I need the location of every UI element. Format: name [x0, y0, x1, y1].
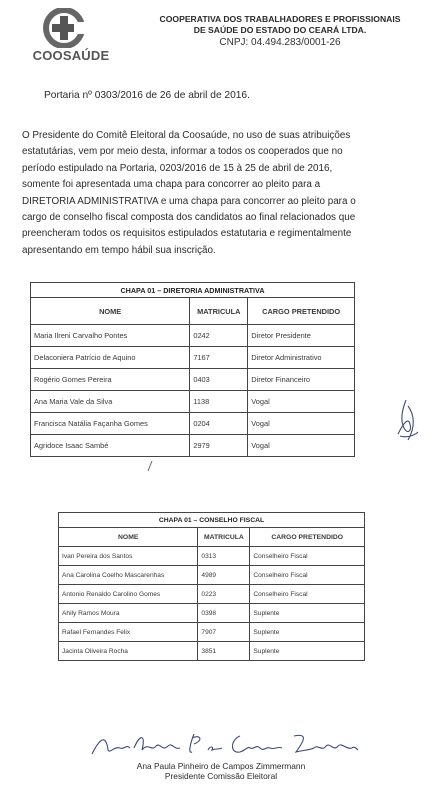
- org-name-line2: DE SAÚDE DO ESTADO DO CEARÁ LTDA.: [193, 25, 367, 35]
- conselho-fiscal-table: [58, 512, 365, 661]
- pen-tick-mark: [145, 460, 155, 472]
- cell-nome: Ana Carolina Coelho Mascarenhas: [59, 566, 198, 585]
- cell-matricula: 0242: [190, 325, 248, 347]
- cell-matricula: 0313: [198, 547, 250, 566]
- body-line: período estipulado na Portaria, 0203/2016 de 15 à 25 de abril de 2016,: [22, 162, 333, 174]
- table-row: [59, 623, 365, 642]
- cell-cargo: Conselheiro Fiscal: [250, 547, 365, 566]
- body-line: preencheram todos os requisitos estipulados estatutaria e regimentalmente: [22, 228, 352, 240]
- cell-nome: Antonio Renaldo Carolino Gomes: [59, 585, 198, 604]
- cell-matricula: 0403: [190, 369, 248, 391]
- table-row: [59, 642, 365, 661]
- table-row: [31, 325, 355, 347]
- cell-matricula: 1138: [190, 391, 248, 413]
- table-caption: CHAPA 01 – DIRETORIA ADMINISTRATIVA: [31, 283, 355, 298]
- cell-cargo: Diretor Financeiro: [248, 369, 355, 391]
- org-name-line1: COOPERATIVA DOS TRABALHADORES E PROFISSIONAIS: [159, 14, 401, 24]
- body-line: O Presidente do Comitê Eleitoral da Coosaúde, no uso de suas atribuições: [22, 130, 351, 141]
- cell-cargo: Suplente: [250, 623, 365, 642]
- signatory-name: Ana Paula Pinheiro de Campos Zimmermann: [136, 761, 306, 771]
- signatory-title: Presidente Comissão Eleitoral: [164, 771, 278, 781]
- cell-matricula: 0398: [198, 604, 250, 623]
- cell-nome: Ana Maria Vale da Silva: [31, 391, 190, 413]
- table-row: [31, 391, 355, 413]
- col-header-cargo: CARGO PRETENDIDO: [250, 528, 365, 547]
- body-line: estatutárias, vem por meio desta, informar a todos os cooperados que no: [22, 146, 343, 158]
- cell-matricula: 4989: [198, 566, 250, 585]
- cell-matricula: 2979: [190, 435, 248, 457]
- cell-cargo: Vogal: [248, 391, 355, 413]
- col-header-nome: NOME: [59, 528, 198, 547]
- logo-cross-icon: [42, 8, 88, 48]
- handwritten-signature: [90, 728, 360, 758]
- body-line: DIRETORIA ADMINISTRATIVA e uma chapa para concorrer ao pleito para o: [22, 195, 356, 207]
- diretoria-table: [30, 282, 355, 457]
- cell-nome: Delaconiera Patrício de Aquino: [31, 347, 190, 369]
- table-row: [31, 435, 355, 457]
- cell-nome: Francisca Natália Façanha Gomes: [31, 413, 190, 435]
- cell-cargo: Vogal: [248, 413, 355, 435]
- portaria-title: Portaria nº 0303/2016 de 26 de abril de 2016.: [44, 90, 250, 101]
- cell-cargo: Vogal: [248, 435, 355, 457]
- cell-matricula: 7167: [190, 347, 248, 369]
- handwritten-initials: [392, 396, 422, 446]
- table-row: [59, 566, 365, 585]
- cell-matricula: 3851: [198, 642, 250, 661]
- cell-nome: Maria Ilreni Carvalho Pontes: [31, 325, 190, 347]
- table-row: [59, 604, 365, 623]
- table-row: [31, 413, 355, 435]
- col-header-matricula: MATRICULA: [190, 298, 248, 325]
- cell-nome: Ahily Ramos Moura: [59, 604, 198, 623]
- org-cnpj: CNPJ: 04.494.283/0001-26: [219, 37, 341, 48]
- cell-nome: Ivan Pereira dos Santos: [59, 547, 198, 566]
- col-header-cargo: CARGO PRETENDIDO: [248, 298, 355, 325]
- cell-cargo: Suplente: [250, 642, 365, 661]
- cell-cargo: Conselheiro Fiscal: [250, 585, 365, 604]
- table-row: [31, 347, 355, 369]
- body-line: cargo de conselho fiscal composta dos candidatos ao final relacionados que: [22, 212, 356, 224]
- table-row: [31, 369, 355, 391]
- col-header-nome: NOME: [31, 298, 190, 325]
- cell-cargo: Conselheiro Fiscal: [250, 566, 365, 585]
- cell-cargo: Suplente: [250, 604, 365, 623]
- coosaude-logo: [30, 8, 110, 68]
- signatory-block: [0, 761, 442, 781]
- organization-header: [130, 14, 430, 50]
- cell-nome: Jacinta Oliveira Rocha: [59, 642, 198, 661]
- cell-matricula: 0204: [190, 413, 248, 435]
- cell-matricula: 0223: [198, 585, 250, 604]
- cell-nome: Agridoce Isaac Sambé: [31, 435, 190, 457]
- logo-text: COOSAÚDE: [32, 48, 110, 63]
- body-line: somente foi apresentada uma chapa para concorrer ao pleito para a: [22, 179, 321, 191]
- cell-cargo: Diretor Administrativo: [248, 347, 355, 369]
- body-line: apresentando em tempo hábil sua inscrição.: [22, 244, 216, 256]
- col-header-matricula: MATRICULA: [198, 528, 250, 547]
- table-row: [59, 585, 365, 604]
- cell-cargo: Diretor Presidente: [248, 325, 355, 347]
- table-caption: CHAPA 01 – CONSELHO FISCAL: [59, 513, 365, 528]
- cell-nome: Rogério Gomes Pereira: [31, 369, 190, 391]
- cell-matricula: 7907: [198, 623, 250, 642]
- announcement-text: [22, 128, 404, 259]
- cell-nome: Rafael Fernandes Felix: [59, 623, 198, 642]
- table-row: [59, 547, 365, 566]
